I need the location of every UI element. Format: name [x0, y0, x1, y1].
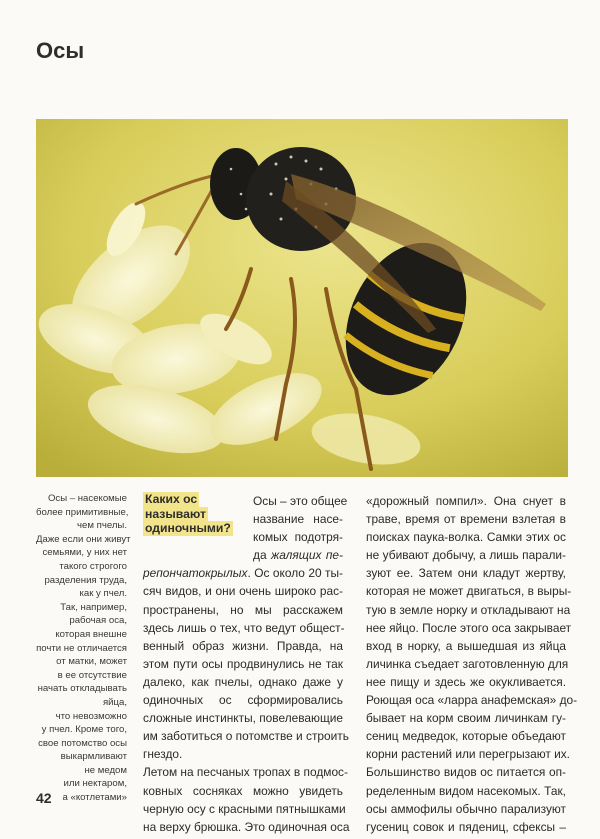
body-column-2 — [366, 492, 578, 836]
sidebar-line: такого строгого — [59, 560, 127, 572]
body-text: . Ос около 20 ты- — [247, 566, 343, 581]
body-line: сложные инстинкты, повелевающие — [143, 711, 343, 726]
sidebar-line: от матки, может — [56, 656, 127, 668]
body-line: не убивают добычу, а лишь парали- — [366, 548, 566, 563]
sidebar-line: чем пчелы. — [77, 520, 127, 532]
sidebar-line: а «котлетами» — [62, 792, 127, 804]
body-line: сяч видов, и они очень широко рас- — [143, 584, 343, 599]
body-text: да — [253, 548, 267, 563]
body-line: пространены, но мы расскажем — [143, 602, 343, 617]
sidebar-line: более примитивные, — [36, 506, 129, 518]
sidebar-line: которая внешне — [55, 628, 127, 640]
body-line: тую в земле норку и откладывают на — [366, 602, 571, 617]
body-line: название насе- — [253, 512, 343, 527]
body-line: личинка съедает заготовленную для — [366, 656, 569, 671]
body-line: Летом на песчаных тропах в подмос- — [143, 765, 348, 780]
body-line: ределенным видом насекомых. Так, — [366, 783, 566, 798]
sidebar-line: семьями, у них нет — [42, 547, 127, 559]
sidebar-line: начать откладывать — [37, 683, 127, 695]
sidebar-line: Осы – насекомые — [47, 493, 127, 504]
body-line: Роющая оса «ларра анафемская» до- — [366, 693, 578, 708]
body-line: Осы – это общее — [253, 494, 348, 508]
sidebar-line: не медом — [84, 764, 127, 776]
sidebar-line: Так, например, — [60, 601, 127, 613]
body-line: черную осу с красными пятнышками — [143, 801, 346, 816]
body-line: осы аммофилы обычно парализуют — [366, 801, 566, 816]
sidebar-line: что невозможно — [55, 710, 127, 722]
sidebar-line: или нектаром, — [63, 778, 127, 790]
body-line: гусениц совок и пядениц, сфексы – — [366, 819, 566, 834]
body-line: ковных сосняках можно увидеть — [143, 783, 343, 798]
body-line: траве, время от времени взлетая в — [366, 512, 566, 527]
question-line: называют — [145, 506, 206, 521]
sidebar-line: разделения труда, — [44, 574, 127, 586]
body-italic: репончатокрылых — [143, 566, 248, 581]
body-line: одиночных ос сформировались — [143, 693, 343, 708]
sidebar-line: свое потомство осы — [38, 737, 127, 749]
body-line: зуют ее. Затем они кладут жертву, — [366, 566, 566, 581]
sidebar-line: в ее отсутствие — [57, 669, 127, 681]
body-line: гнездо. — [143, 747, 183, 762]
question-line: Каких ос — [145, 492, 198, 506]
sidebar-line: почти не отличается — [36, 642, 127, 654]
question-line: одиночными? — [145, 521, 231, 536]
body-line — [143, 546, 343, 564]
body-line — [143, 564, 343, 582]
body-line: которая не может двигаться, в выры- — [366, 584, 572, 599]
body-line: «дорожный помпил». Она снует в — [366, 494, 566, 508]
body-line: Большинство видов ос питается оп- — [366, 765, 566, 780]
wasp-photo — [36, 119, 568, 477]
body-line: венный образ жизни. Правда, на — [143, 638, 343, 653]
body-line: этом пути осы продвинулись не так — [143, 656, 343, 671]
sidebar-line: яйца, — [102, 696, 127, 708]
sidebar-line: выкармливают — [60, 751, 127, 763]
body-italic: жалящих пе- — [271, 548, 343, 563]
sidebar-line: как у пчел. — [79, 588, 127, 600]
page-number: 42 — [36, 790, 52, 806]
body-line: им заботиться о потомстве и строить — [143, 729, 349, 744]
sidebar-line: Даже если они живут — [36, 533, 131, 545]
body-line: поисках паука-волка. Самки этих ос — [366, 530, 566, 545]
body-line: вход в норку, а вышедшая из яйца — [366, 638, 566, 653]
body-line: бывает на корм своим личинкам гу- — [366, 711, 566, 726]
body-line: нее яйцо. После этого оса закрывает — [366, 620, 572, 635]
sidebar-line: рабочая оса, — [69, 615, 127, 627]
page-title: Осы — [36, 38, 85, 63]
body-line: сениц медведок, которые объедают — [366, 729, 566, 744]
body-line: нее пищу и здесь же окукливается. — [366, 674, 566, 689]
body-line: далеко, как пчелы, однако даже у — [143, 674, 343, 689]
body-line: корни растений или перегрызают их. — [366, 747, 570, 762]
body-column-1 — [143, 492, 350, 836]
sidebar-note — [36, 492, 131, 805]
body-line: комых подотря- — [253, 530, 343, 545]
body-line: на верху брюшка. Это одиночная оса — [143, 819, 350, 834]
body-line: здесь лишь о тех, что ведут общест- — [143, 620, 345, 635]
wasp-on-flower-illustration — [36, 119, 568, 477]
sidebar-line: у пчел. Кроме того, — [41, 724, 127, 736]
